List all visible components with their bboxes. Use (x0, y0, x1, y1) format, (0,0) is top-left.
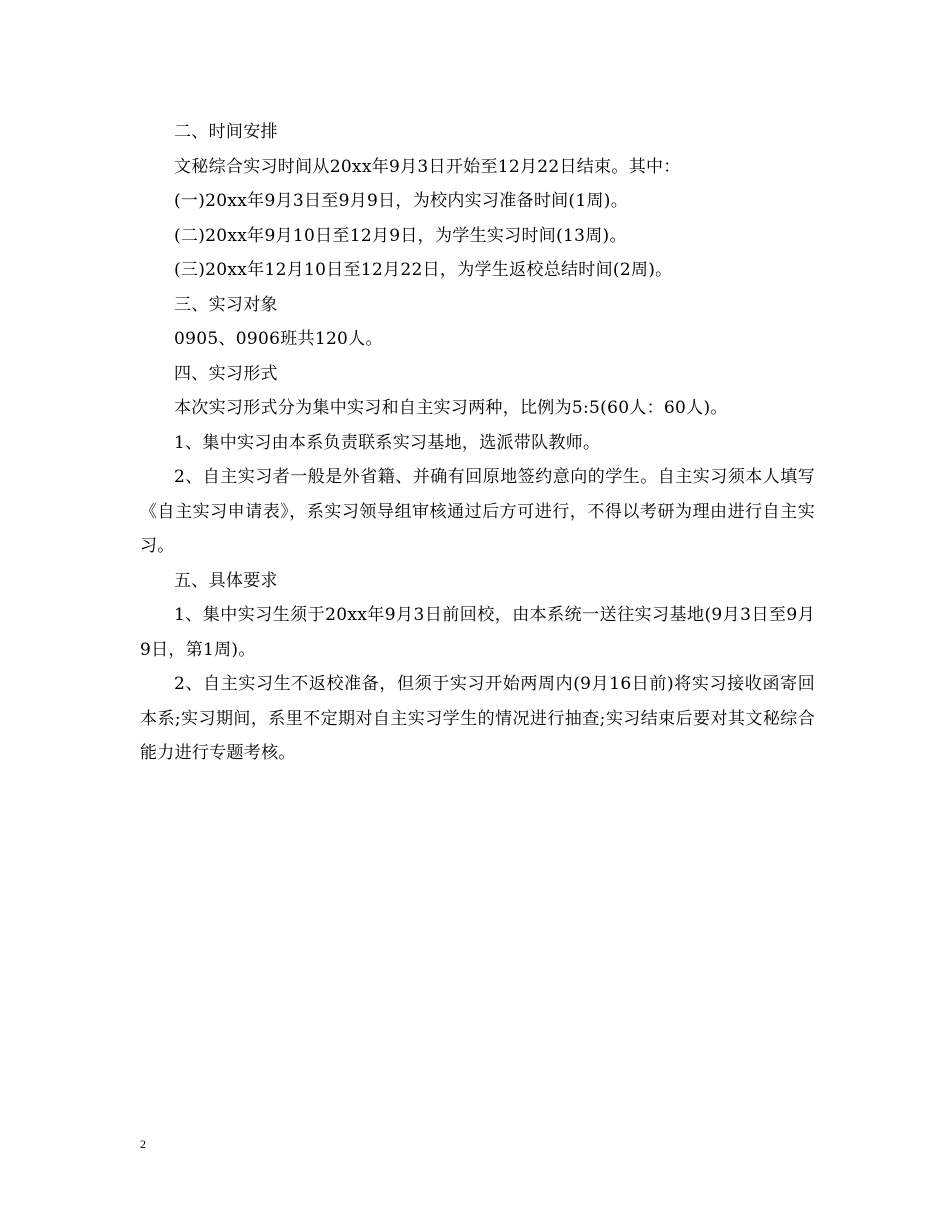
paragraph-participants: 0905、0906班共120人。 (174, 329, 383, 349)
section-heading-format: 四、实习形式 (174, 363, 278, 384)
section-heading-participants: 三、实习对象 (174, 294, 278, 315)
section-heading-requirements: 五、具体要求 (174, 570, 278, 591)
page-number: 2 (140, 1137, 146, 1151)
paragraph-format-overview: 本次实习形式分为集中实习和自主实习两种，比例为5:5(60人：60人)。 (174, 398, 728, 418)
paragraph-schedule-item-1: (一)20xx年9月3日至9月9日，为校内实习准备时间(1周)。 (174, 191, 629, 211)
document-body (140, 115, 815, 771)
section-heading-schedule: 二、时间安排 (174, 122, 278, 142)
paragraph-schedule-item-3: (三)20xx年12月10日至12月22日，为学生返校总结时间(2周)。 (174, 260, 673, 280)
paragraph-format-item-2: 2、自主实习者一般是外省籍、并确有回原地签约意向的学生。自主实习须本人填写《自主实习申请表》，系实习领导组审核通过后方可进行，不得以考研为理由进行自主实习。 (140, 467, 815, 556)
paragraph-schedule-item-2: (二)20xx年9月10日至12月9日，为学生实习时间(13周)。 (174, 225, 627, 246)
paragraph-requirements-item-1: 1、集中实习生须于20xx年9月3日前回校，由本系统一送往实习基地(9月3日至9月9日，第1周)。 (140, 605, 815, 660)
paragraph-schedule-overview: 文秘综合实习时间从20xx年9月3日开始至12月22日结束。其中： (174, 156, 681, 177)
paragraph-format-item-1: 1、集中实习由本系负责联系实习基地，选派带队教师。 (174, 432, 601, 453)
paragraph-requirements-item-2: 2、自主实习生不返校准备，但须于实习开始两周内(9月16日前)将实习接收函寄回本系;实习期间，系里不定期对自主实习学生的情况进行抽查;实习结束后要对其文秘综合能力进行专题考核。 (140, 674, 815, 763)
